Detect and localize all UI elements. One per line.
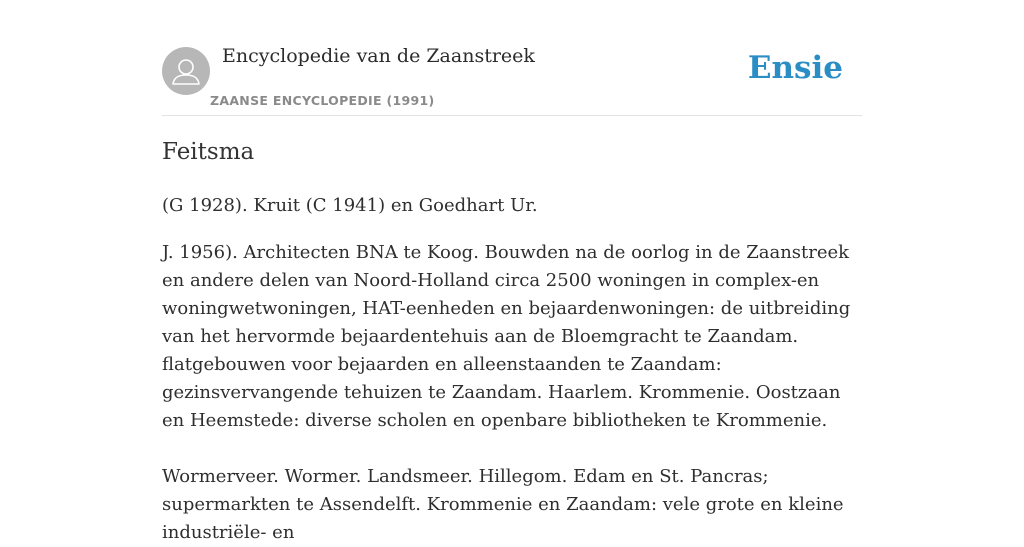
source-title[interactable]: Encyclopedie van de Zaanstreek bbox=[222, 45, 535, 67]
entry-title: Feitsma bbox=[162, 139, 255, 165]
source-avatar[interactable] bbox=[162, 47, 210, 95]
source-subtitle[interactable]: ZAANSE ENCYCLOPEDIE (1991) bbox=[210, 93, 435, 108]
source-header bbox=[162, 0, 862, 116]
brand-logo-link[interactable]: Ensie bbox=[747, 50, 843, 86]
entry-paragraph: (G 1928). Kruit (C 1941) en Goedhart Ur. bbox=[162, 195, 538, 216]
entry-paragraph: Wormerveer. Wormer. Landsmeer. Hillegom. Edam en St. Pancras; supermarkten te Assendelft. Krommenie en Zaandam: vele grote en kleine industriële- en bbox=[162, 466, 844, 543]
page bbox=[162, 0, 862, 543]
user-icon bbox=[162, 47, 210, 95]
entry-paragraph: J. 1956). Architecten BNA te Koog. Bouwden na de oorlog in de Zaanstreek en andere delen van Noord-Holland circa 2500 woningen in complex-en woningwetwoningen, HAT-eenheden en bejaardenwoningen: de uitbreiding van het hervormde bejaardentehuis aan de Bloemgracht te Zaandam. flatgebouwen voor bejaarden en alleenstaanden te Zaandam: gezinsvervangende tehuizen te Zaandam. Haarlem. Krommenie. Oostzaan en Heemstede: diverse scholen en openbare bibliotheken te Krommenie. bbox=[162, 242, 851, 431]
